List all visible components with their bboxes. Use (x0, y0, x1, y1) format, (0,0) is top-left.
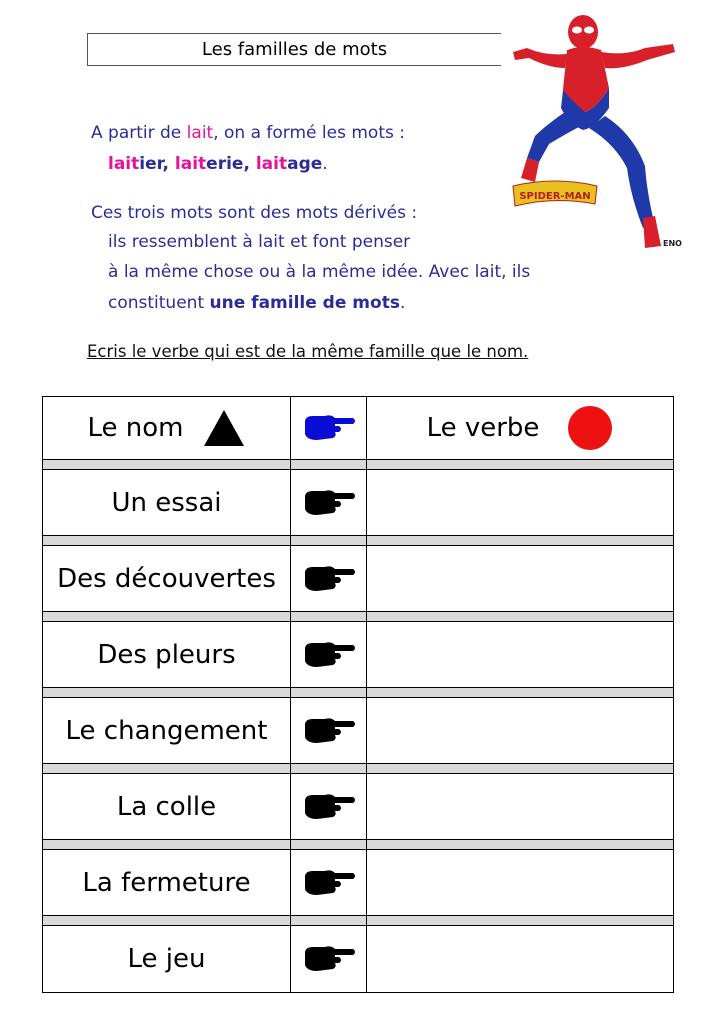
noun-cell: La fermeture (43, 850, 291, 915)
verb-answer-field[interactable] (367, 470, 673, 535)
row-separator (43, 459, 673, 470)
intro-line-5: à la même chose ou à la même idée. Avec lait, ils (108, 262, 531, 282)
row-separator (43, 535, 673, 546)
pointing-hand-icon (301, 867, 357, 899)
spiderman-logo-text: SPIDER-MAN (519, 191, 591, 202)
noun-cell: La colle (43, 774, 291, 839)
table-header-row (43, 397, 673, 459)
pointer-cell (291, 850, 367, 915)
red-circle-icon (567, 405, 613, 451)
table-row (43, 470, 673, 535)
table-row (43, 546, 673, 611)
noun-cell: Le jeu (43, 926, 291, 992)
verb-answer-field[interactable] (367, 926, 673, 992)
intro-line-4: ils ressemblent à lait et font penser (108, 232, 411, 252)
pointer-cell (291, 926, 367, 992)
header-nom-cell (43, 397, 291, 459)
row-separator (43, 687, 673, 698)
pointer-cell (291, 622, 367, 687)
row-separator (43, 839, 673, 850)
noun-cell: Des pleurs (43, 622, 291, 687)
noun-cell: Le changement (43, 698, 291, 763)
page-title (87, 33, 501, 66)
pointing-hand-icon (301, 791, 357, 823)
table-row (43, 622, 673, 687)
header-nom-label: Le nom (87, 413, 184, 443)
row-separator (43, 915, 673, 926)
table-row (43, 774, 673, 839)
header-verbe-cell (367, 397, 673, 459)
row-separator (43, 611, 673, 622)
word-family-table (42, 396, 674, 993)
row-separator (43, 763, 673, 774)
page-title-text: Les familles de mots (201, 39, 388, 60)
header-pointer-cell (291, 397, 367, 459)
verb-answer-field[interactable] (367, 850, 673, 915)
intro-line-6: constituent une famille de mots. (108, 293, 406, 313)
verb-answer-field[interactable] (367, 698, 673, 763)
verb-answer-field[interactable] (367, 774, 673, 839)
pointing-hand-icon (301, 563, 357, 595)
noun-cell: Des découvertes (43, 546, 291, 611)
verb-answer-field[interactable] (367, 546, 673, 611)
triangle-icon (202, 408, 246, 448)
pointing-hand-icon (301, 412, 357, 444)
pointing-hand-icon (301, 943, 357, 975)
spiderman-illustration (505, 8, 683, 254)
verb-answer-field[interactable] (367, 622, 673, 687)
table-row (43, 926, 673, 992)
header-verbe-label: Le verbe (426, 413, 540, 443)
intro-line-1: A partir de lait, on a formé les mots : (91, 123, 405, 143)
signature-text: ENO (663, 239, 682, 248)
pointing-hand-icon (301, 487, 357, 519)
instruction-text: Ecris le verbe qui est de la même famille que le nom. (87, 342, 529, 361)
noun-cell: Un essai (43, 470, 291, 535)
intro-line-3: Ces trois mots sont des mots dérivés : (91, 203, 418, 223)
pointing-hand-icon (301, 715, 357, 747)
pointer-cell (291, 546, 367, 611)
pointing-hand-icon (301, 639, 357, 671)
pointer-cell (291, 470, 367, 535)
table-row (43, 850, 673, 915)
table-row (43, 698, 673, 763)
pointer-cell (291, 774, 367, 839)
intro-line-2: laitier, laiterie, laitage. (108, 154, 328, 174)
pointer-cell (291, 698, 367, 763)
